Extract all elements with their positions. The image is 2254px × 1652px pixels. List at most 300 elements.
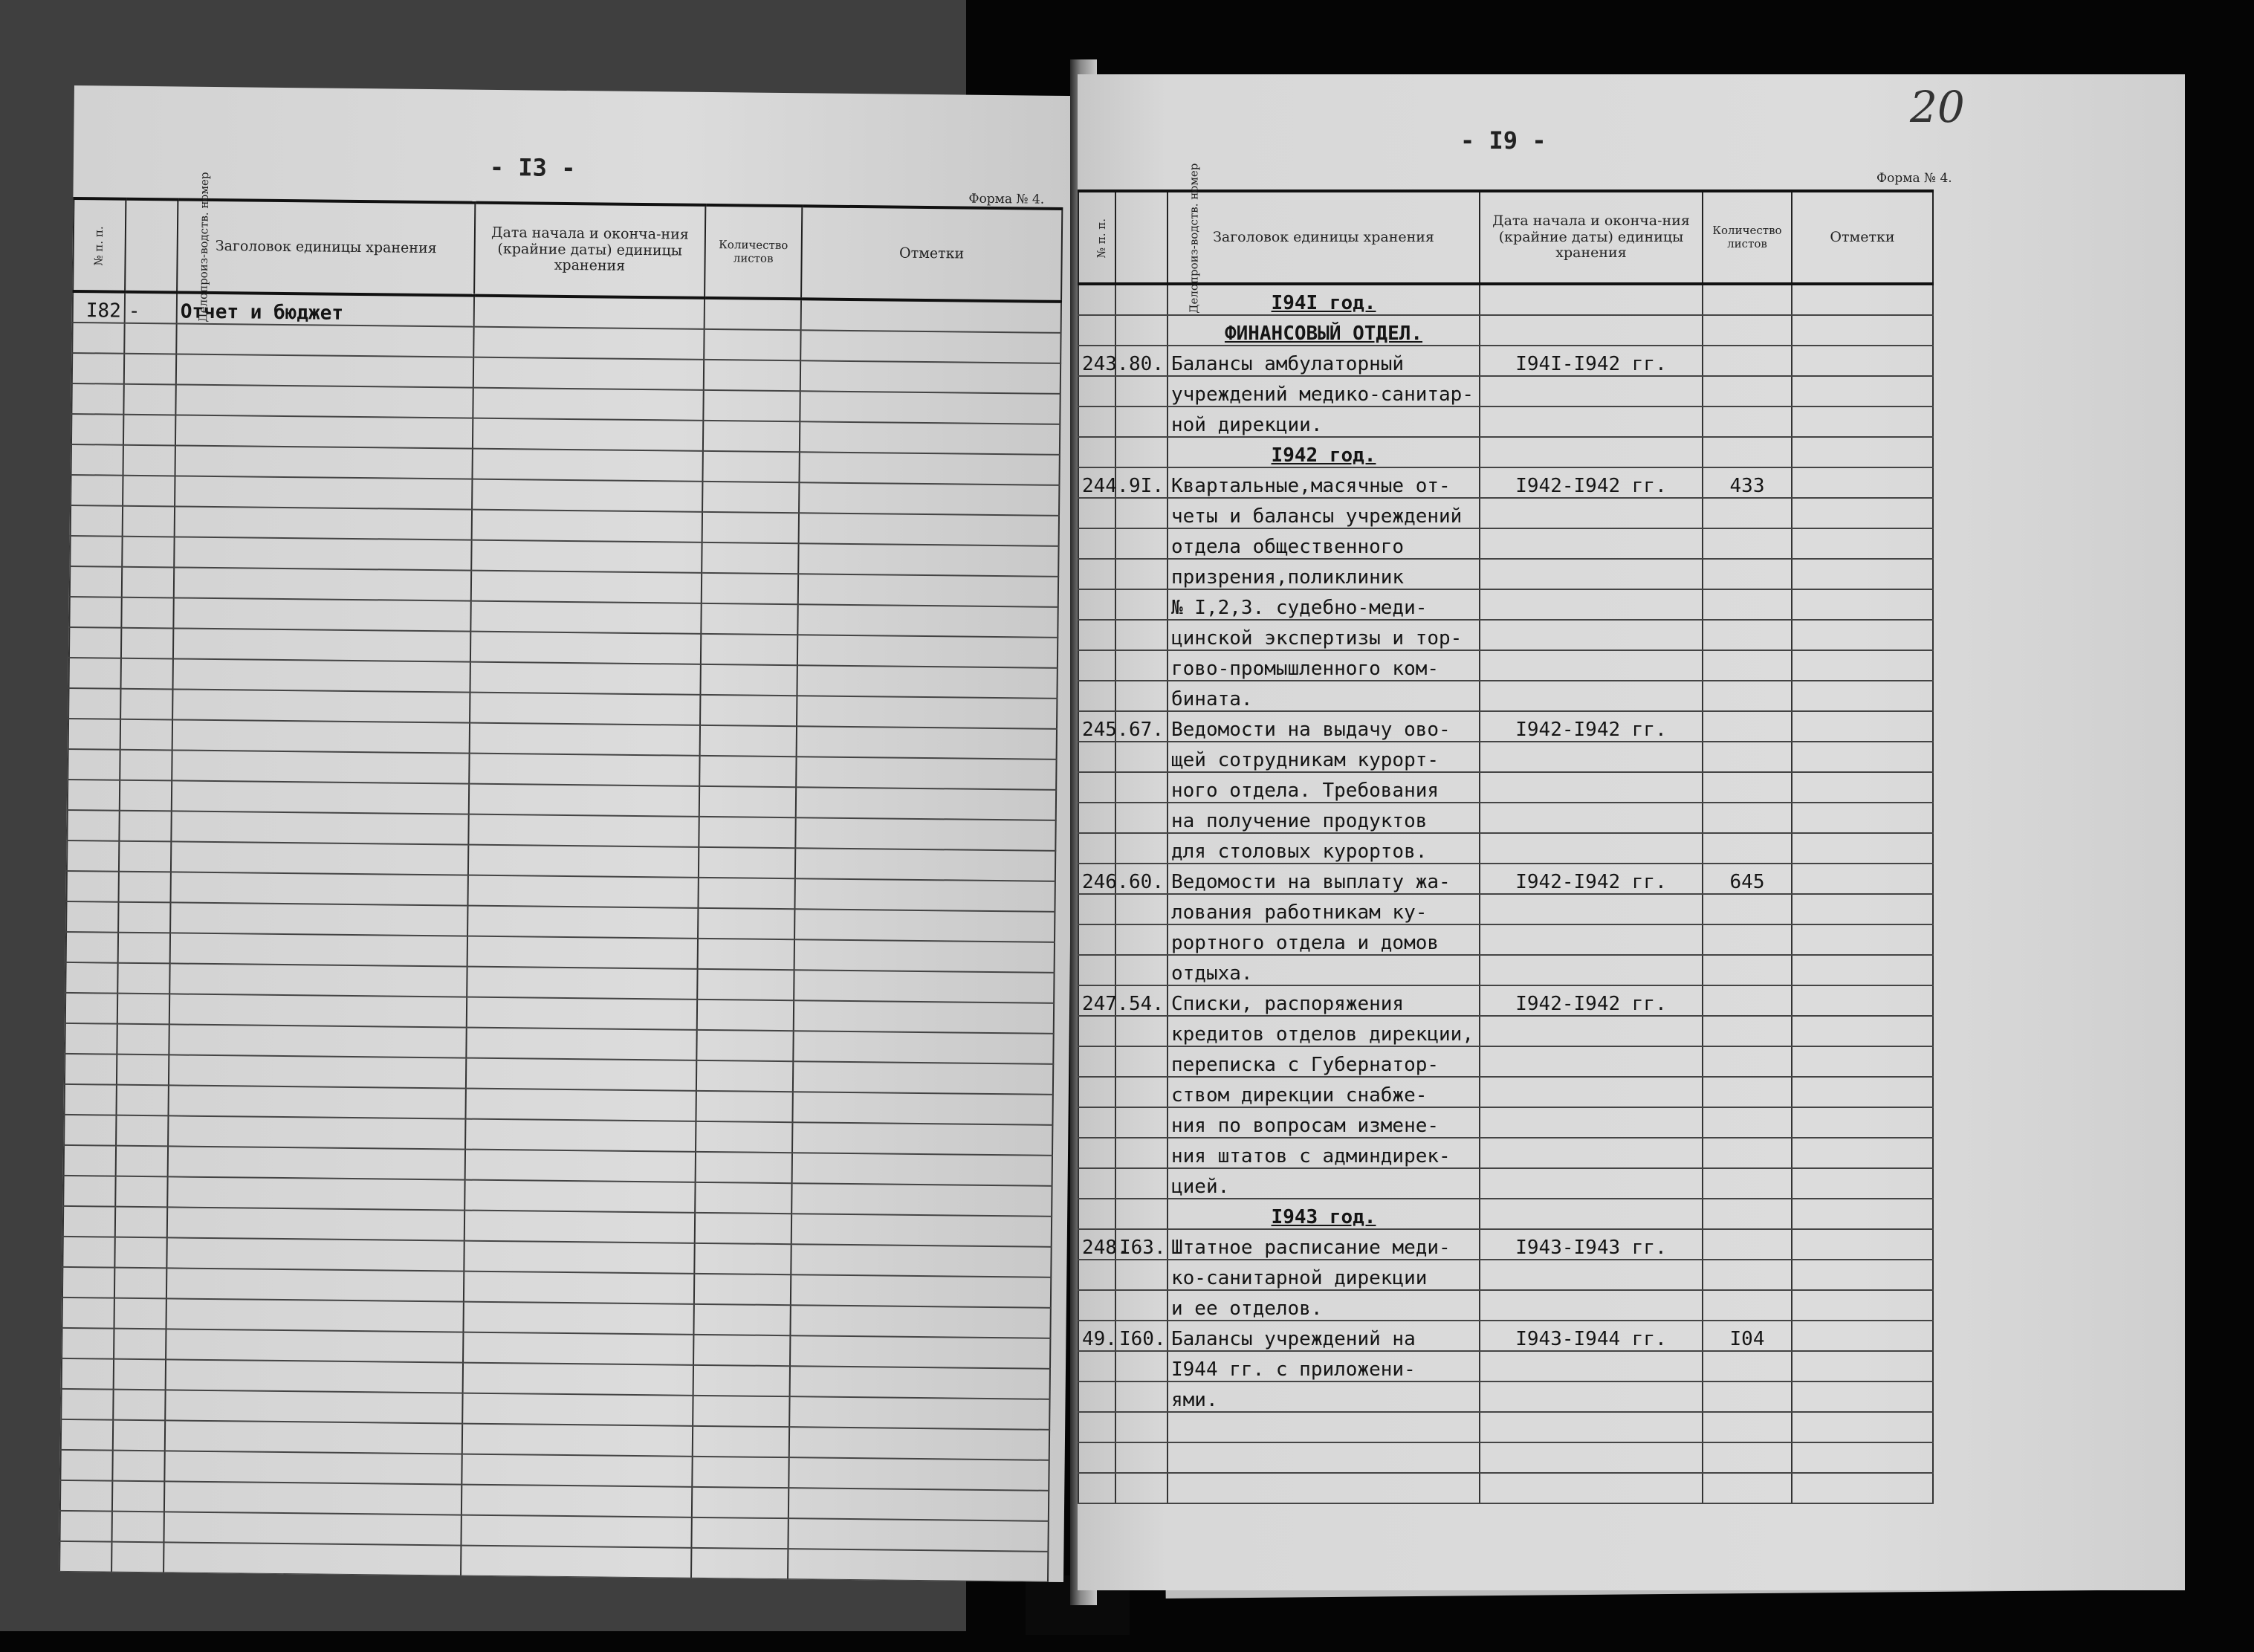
entry-title-line: № I,2,3. судебно-меди- [1168, 589, 1480, 620]
table-cell [120, 719, 172, 751]
table-cell [69, 627, 121, 658]
entry-number [1078, 742, 1115, 772]
table-row [1078, 528, 1933, 559]
entry-sheets [1703, 376, 1792, 406]
table-cell [792, 1092, 1052, 1125]
entry-dates [1480, 1260, 1703, 1290]
entry-title-line: Ведомости на выплату жа- [1168, 864, 1480, 894]
entry-title-line: переписка с Губернатор- [1168, 1046, 1480, 1077]
table-cell [168, 1085, 465, 1118]
entry-notes [1792, 894, 1933, 924]
table-cell [62, 1267, 114, 1298]
entry-doc-number: 9I. [1115, 467, 1168, 498]
entry-title-line: ния по вопросам измене- [1168, 1107, 1480, 1138]
entry-doc-number [1115, 681, 1168, 711]
table-row [1078, 406, 1933, 437]
entry-title-line: отдела общественного [1168, 528, 1480, 559]
table-cell [697, 969, 794, 1000]
form-label: Форма № 4. [968, 191, 1045, 207]
table-cell [1703, 437, 1792, 467]
entry-doc-number [1115, 589, 1168, 620]
table-cell [692, 1457, 788, 1488]
table-cell [799, 513, 1059, 546]
table-cell [114, 1237, 166, 1269]
table-cell [116, 1115, 168, 1147]
table-cell [463, 1332, 693, 1365]
table-cell [114, 1329, 166, 1360]
table-cell [1792, 315, 1933, 346]
table-cell [1703, 1442, 1792, 1473]
table-cell [120, 689, 172, 720]
entry-sheets [1703, 620, 1792, 650]
table-cell [70, 566, 122, 597]
entry-notes [1792, 1107, 1933, 1138]
table-row [1078, 284, 1933, 315]
table-row [1078, 437, 1933, 467]
entry-number: 243. [1078, 346, 1115, 376]
entry-sheets [1703, 803, 1792, 833]
table-cell [795, 817, 1055, 851]
entry-doc-number: 60. [1115, 864, 1168, 894]
table-cell [169, 994, 467, 1027]
form-label: Форма № 4. [1876, 171, 1952, 186]
entry-number [1078, 803, 1115, 833]
table-cell [800, 330, 1060, 363]
table-cell [470, 632, 701, 664]
table-cell [72, 353, 124, 384]
table-cell [166, 1268, 464, 1301]
entry-number [1078, 1138, 1115, 1168]
entry-number [1078, 833, 1115, 864]
table-cell [470, 693, 700, 725]
table-cell [699, 756, 796, 787]
page-number: - I3 - [489, 152, 576, 183]
table-cell [1792, 1473, 1933, 1503]
col-header-doc-no: Делопроиз-водств. номер [1115, 191, 1168, 284]
table-cell [794, 970, 1054, 1003]
entry-number [1078, 1168, 1115, 1199]
entry-notes [1792, 528, 1933, 559]
table-cell [117, 994, 169, 1025]
entry-title-line: Балансы амбулаторный [1168, 346, 1480, 376]
table-row [1078, 1412, 1933, 1442]
entry-number [1078, 376, 1115, 406]
entry-dates [1480, 681, 1703, 711]
table-row [1078, 742, 1933, 772]
table-cell [163, 1542, 461, 1575]
table-cell [695, 1182, 791, 1214]
table-cell [117, 963, 169, 994]
entry-title-line: отдыха. [1168, 955, 1480, 985]
table-cell [467, 967, 697, 1000]
entry-notes [1792, 1381, 1933, 1412]
entry-doc-number: 80. [1115, 346, 1168, 376]
table-cell [116, 1085, 168, 1116]
entry-dates [1480, 406, 1703, 437]
entry-number [1078, 1107, 1115, 1138]
table-cell [124, 323, 176, 354]
table-cell [699, 847, 795, 878]
table-cell [466, 1028, 696, 1060]
table-row [1078, 894, 1933, 924]
table-row [1078, 1351, 1933, 1381]
table-cell [700, 695, 797, 726]
table-row [1078, 1199, 1933, 1229]
table-cell [693, 1335, 790, 1366]
entry-dates: I942-I942 гг. [1480, 985, 1703, 1016]
table-cell [691, 1517, 788, 1549]
table-cell [173, 628, 470, 661]
entry-number: 247. [1078, 985, 1115, 1016]
entry-sheets [1703, 498, 1792, 528]
table-cell [66, 932, 118, 963]
table-row [1078, 772, 1933, 803]
entry-doc-number [1115, 924, 1168, 955]
entry-title-line: цинской экспертизы и тор- [1168, 620, 1480, 650]
entry-number [1078, 650, 1115, 681]
entry-title-line: кредитов отделов дирекции, [1168, 1016, 1480, 1046]
entry-number [1078, 1260, 1115, 1290]
table-cell [68, 719, 120, 750]
entry-dates [1480, 1290, 1703, 1321]
table-cell [62, 1328, 114, 1359]
table-cell [70, 536, 122, 567]
table-cell [176, 323, 473, 357]
col-header-title: Заголовок единицы хранения [177, 199, 475, 295]
table-cell [702, 482, 799, 513]
table-cell [788, 1457, 1049, 1491]
entry-title-line: Списки, распоряжения [1168, 985, 1480, 1016]
table-cell [793, 1031, 1053, 1064]
table-cell [461, 1515, 691, 1548]
table-cell [698, 908, 794, 939]
table-cell [1480, 284, 1703, 315]
entry-number: 245. [1078, 711, 1115, 742]
table-cell [698, 878, 794, 909]
entry-title-line: ями. [1168, 1381, 1480, 1412]
entry-doc-number [1115, 803, 1168, 833]
entry-sheets [1703, 1016, 1792, 1046]
table-cell [704, 329, 800, 360]
table-cell [1115, 437, 1168, 467]
entry-title-line: цией. [1168, 1168, 1480, 1199]
table-cell [702, 542, 798, 574]
table-cell [60, 1480, 112, 1512]
table-cell [71, 505, 123, 537]
entry-title-line: ством дирекции снабже- [1168, 1077, 1480, 1107]
table-cell [800, 391, 1060, 424]
entry-sheets [1703, 894, 1792, 924]
entry-dates: I943-I944 гг. [1480, 1321, 1703, 1351]
table-cell [464, 1180, 695, 1213]
table-cell [69, 658, 121, 689]
entry-notes [1792, 711, 1933, 742]
table-cell [696, 1121, 792, 1153]
table-cell [64, 1084, 116, 1115]
table-cell [464, 1211, 695, 1243]
table-cell [62, 1237, 114, 1268]
table-cell [466, 1058, 696, 1091]
entry-notes [1792, 467, 1933, 498]
table-cell [122, 537, 174, 568]
table-cell [791, 1244, 1051, 1277]
table-cell [691, 1548, 788, 1579]
table-cell [800, 421, 1060, 455]
col-header-title: Заголовок единицы хранения [1168, 191, 1480, 284]
table-cell [169, 963, 467, 997]
col-header-dates: Дата начала и оконча-ния (крайние даты) единицы хранения [1480, 191, 1703, 284]
table-cell [120, 750, 172, 781]
table-row [1078, 1138, 1933, 1168]
table-cell [1168, 1442, 1480, 1473]
table-cell [797, 665, 1057, 699]
table-cell [797, 726, 1057, 759]
table-cell [697, 1000, 794, 1031]
table-cell [1703, 1473, 1792, 1503]
table-cell [172, 719, 470, 753]
table-row [1078, 1473, 1933, 1503]
page-number: - I9 - [1460, 126, 1547, 155]
table-cell [699, 817, 795, 848]
table-row [1078, 985, 1933, 1016]
table-cell [1480, 315, 1703, 346]
entry-notes [1792, 1229, 1933, 1260]
table-cell [700, 664, 797, 696]
entry-number [1078, 1046, 1115, 1077]
entry-doc-number [1115, 650, 1168, 681]
entry-dates [1480, 772, 1703, 803]
table-cell [118, 872, 170, 903]
table-cell [115, 1207, 167, 1238]
table-row [1078, 864, 1933, 894]
table-cell [121, 628, 173, 659]
entry-dates [1480, 528, 1703, 559]
entry-number [1078, 589, 1115, 620]
table-row [1078, 1077, 1933, 1107]
table-cell [114, 1268, 166, 1299]
table-cell [1703, 315, 1792, 346]
table-cell [702, 512, 799, 543]
table-cell [172, 658, 470, 692]
entry-sheets [1703, 1168, 1792, 1199]
entry-dates: I942-I942 гг. [1480, 467, 1703, 498]
entry-dates [1480, 376, 1703, 406]
table-cell [462, 1393, 693, 1426]
entry-dates [1480, 1381, 1703, 1412]
entry-number [1078, 1077, 1115, 1107]
table-cell [176, 354, 473, 387]
table-cell [693, 1365, 790, 1396]
table-cell [174, 537, 471, 570]
col-header-sheets: Количество листов [1703, 191, 1792, 284]
entry-title-line: Штатное расписание меди- [1168, 1229, 1480, 1260]
table-cell [799, 482, 1059, 516]
table-cell [116, 1146, 168, 1177]
table-cell [698, 939, 794, 970]
entry-dates [1480, 742, 1703, 772]
table-cell [467, 906, 698, 939]
table-cell [792, 1153, 1052, 1186]
table-cell [1480, 1199, 1703, 1229]
table-cell [67, 810, 119, 841]
table-cell [1078, 1442, 1115, 1473]
entry-sheets [1703, 924, 1792, 955]
entry-title-line: ко-санитарной дирекции [1168, 1260, 1480, 1290]
table-row [1078, 559, 1933, 589]
table-cell [1480, 1442, 1703, 1473]
table-cell [794, 939, 1055, 973]
entry-notes [1792, 681, 1933, 711]
entry-sheets [1703, 833, 1792, 864]
table-cell [123, 445, 175, 476]
table-cell [59, 1541, 111, 1572]
table-cell [173, 597, 470, 631]
entry-notes [1792, 1046, 1933, 1077]
table-cell [789, 1396, 1049, 1430]
table-cell [166, 1329, 463, 1362]
table-row [1078, 1168, 1933, 1199]
table-cell [59, 1511, 111, 1542]
table-row [1078, 1260, 1933, 1290]
table-cell [64, 1145, 116, 1176]
entry-number [1078, 1016, 1115, 1046]
entry-sheets [1703, 559, 1792, 589]
table-row [1078, 1107, 1933, 1138]
entry-dates [1480, 589, 1703, 620]
entry-doc-number [1115, 833, 1168, 864]
table-row [1078, 467, 1933, 498]
entry-title-line: рортного отдела и домов [1168, 924, 1480, 955]
entry-notes [1792, 589, 1933, 620]
entry-title-line: бината. [1168, 681, 1480, 711]
entry-dates [1480, 803, 1703, 833]
table-cell [700, 725, 797, 757]
table-cell [113, 1390, 165, 1421]
table-cell [797, 635, 1058, 668]
entry-title-line: ния штатов с админдирек- [1168, 1138, 1480, 1168]
table-cell [61, 1419, 113, 1451]
table-cell [790, 1366, 1050, 1399]
table-cell [171, 841, 468, 875]
table-cell [1078, 284, 1115, 315]
section-heading: ФИНАНСОВЫЙ ОТДЕЛ. [1168, 315, 1480, 346]
table-cell [72, 323, 124, 354]
entry-notes [1792, 1138, 1933, 1168]
table-cell [169, 1024, 466, 1057]
entry-sheets [1703, 346, 1792, 376]
entry-doc-number [1115, 1046, 1168, 1077]
table-cell [170, 933, 467, 966]
table-cell [167, 1176, 464, 1210]
table-cell [794, 878, 1055, 912]
table-cell [796, 787, 1056, 820]
table-cell [702, 573, 798, 604]
table-cell [699, 786, 796, 817]
table-cell [117, 1055, 169, 1086]
table-cell [1115, 1412, 1168, 1442]
table-cell [794, 1000, 1054, 1034]
entry-notes [1792, 924, 1933, 955]
table-cell [71, 475, 123, 506]
entry-title-line: призрения,поликлиник [1168, 559, 1480, 589]
table-cell [1168, 1473, 1480, 1503]
table-cell [172, 750, 469, 783]
table-row [1078, 346, 1933, 376]
entry-notes [1792, 985, 1933, 1016]
entry-number [1078, 406, 1115, 437]
entry-sheets [1703, 1229, 1792, 1260]
table-cell [1480, 1473, 1703, 1503]
col-header-doc-no: Делопроиз-водств. номер [125, 199, 178, 293]
handwritten-folio-number: 20 [1910, 82, 1965, 132]
table-cell [68, 688, 120, 719]
entry-dates [1480, 1168, 1703, 1199]
table-cell [1078, 1199, 1115, 1229]
table-cell [473, 327, 704, 360]
entry-dates: I943-I943 гг. [1480, 1229, 1703, 1260]
table-row [1078, 1046, 1933, 1077]
table-cell [791, 1214, 1052, 1247]
table-cell [1480, 437, 1703, 467]
entry-notes [1792, 498, 1933, 528]
table-cell [472, 449, 702, 482]
table-cell [1168, 1412, 1480, 1442]
entry-dates [1480, 1351, 1703, 1381]
entry-sheets: 433 [1703, 467, 1792, 498]
table-cell [1792, 1199, 1933, 1229]
table-cell [163, 1512, 461, 1545]
entry-title-line: ной дирекции. [1168, 406, 1480, 437]
entry-dates [1480, 620, 1703, 650]
entry-number: I82 [73, 291, 125, 323]
table-cell [123, 506, 175, 537]
table-cell [65, 1054, 117, 1085]
entry-number [1078, 620, 1115, 650]
table-cell [463, 1302, 693, 1335]
table-cell [167, 1207, 464, 1240]
entry-number [1078, 1381, 1115, 1412]
entry-title-line: Балансы учреждений на [1168, 1321, 1480, 1351]
ledger-table [59, 171, 1063, 1582]
table-cell [172, 780, 469, 814]
entry-dates [1480, 1107, 1703, 1138]
table-cell [470, 662, 700, 695]
table-row [1078, 620, 1933, 650]
entry-dates [1480, 1138, 1703, 1168]
table-cell [1115, 284, 1168, 315]
entry-doc-number [1115, 1077, 1168, 1107]
entry-dates [1480, 1016, 1703, 1046]
table-cell [164, 1451, 462, 1484]
entry-sheets [1703, 1351, 1792, 1381]
table-row [1078, 711, 1933, 742]
col-header-no: № п. п. [73, 198, 126, 292]
entry-dates [1480, 1077, 1703, 1107]
table-cell [112, 1451, 164, 1482]
entry-dates [1480, 1046, 1703, 1077]
table-cell [168, 1115, 465, 1149]
entry-notes [1792, 803, 1933, 833]
entry-doc-number [1115, 742, 1168, 772]
entry-number [1078, 955, 1115, 985]
table-cell [111, 1512, 163, 1543]
entry-dates: I94I-I942 гг. [1480, 346, 1703, 376]
entry-dates [1480, 894, 1703, 924]
entry-number: 244. [1078, 467, 1115, 498]
table-cell [64, 1115, 116, 1146]
entry-doc-number [1115, 1290, 1168, 1321]
entry-notes [1792, 1016, 1933, 1046]
